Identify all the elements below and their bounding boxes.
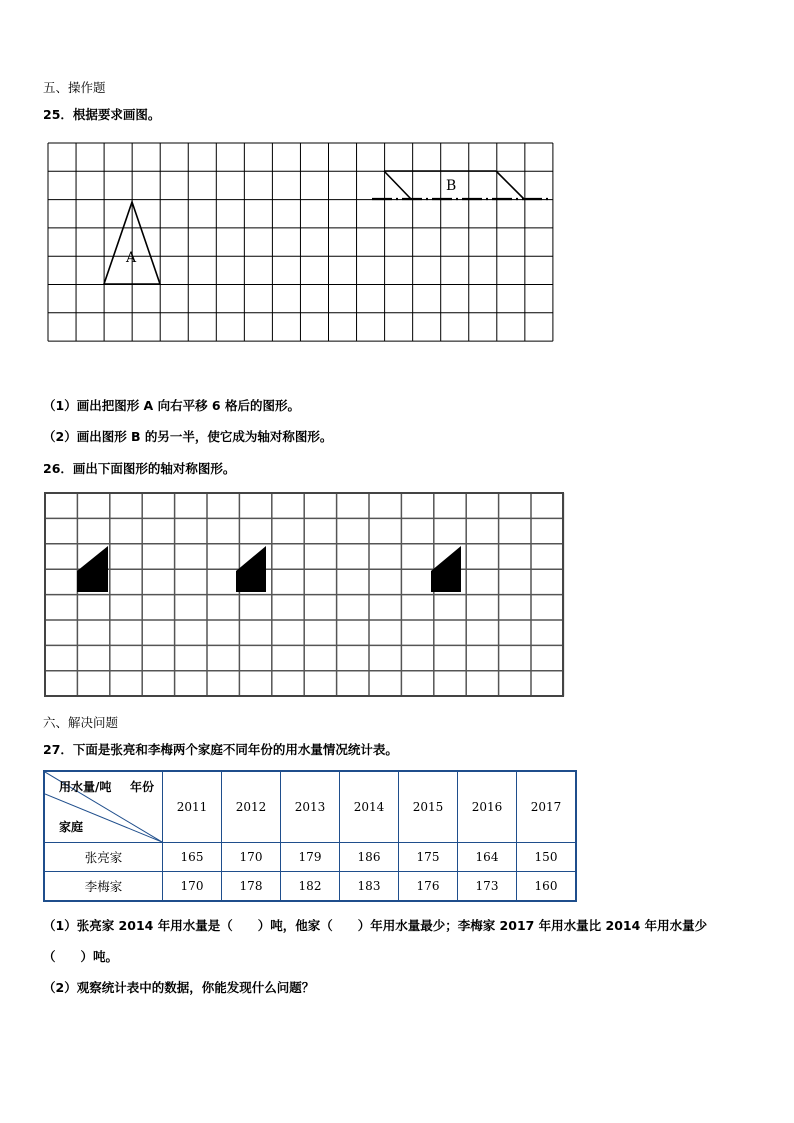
- table-cell: 182: [281, 872, 340, 902]
- section-5-heading: 五、操作题: [43, 80, 106, 95]
- corner-label-year: 年份: [130, 780, 155, 794]
- question-25-sub2: （2）画出图形 B 的另一半，使它成为轴对称图形。: [43, 429, 333, 444]
- question-26-title: 26．画出下面图形的轴对称图形。: [43, 461, 236, 476]
- table-cell: 150: [517, 843, 577, 872]
- question-25-sub1: （1）画出把图形 A 向右平移 6 格后的图形。: [43, 398, 300, 413]
- black-shape-3: [431, 546, 461, 592]
- section-6-heading: 六、解决问题: [43, 715, 119, 730]
- question-27-title: 27．下面是张亮和李梅两个家庭不同年份的用水量情况统计表。: [43, 742, 398, 757]
- corner-label-family: 家庭: [59, 820, 84, 834]
- year-header: 2016: [458, 771, 517, 843]
- triangle-a-label: A: [126, 250, 137, 266]
- family-name: 李梅家: [44, 872, 163, 902]
- table-cell: 164: [458, 843, 517, 872]
- black-shape-1: [77, 546, 108, 592]
- table-cell: 178: [222, 872, 281, 902]
- year-header: 2015: [399, 771, 458, 843]
- year-header: 2011: [163, 771, 222, 843]
- year-header: 2014: [340, 771, 399, 843]
- corner-label-usage: 用水量/吨: [59, 780, 112, 794]
- table-header-row: [44, 771, 576, 843]
- year-header: 2013: [281, 771, 340, 843]
- table-cell: 160: [517, 872, 577, 902]
- table-cell: 165: [163, 843, 222, 872]
- table-cell: 179: [281, 843, 340, 872]
- grid-q26: [44, 492, 568, 702]
- family-name: 张亮家: [44, 843, 163, 872]
- grid-q25: [40, 136, 560, 346]
- table-row: [44, 872, 576, 902]
- question-27-sub1-line2: （ ）吨。: [43, 949, 119, 964]
- table-cell: 175: [399, 843, 458, 872]
- table-corner-cell: [44, 771, 163, 843]
- year-header: 2012: [222, 771, 281, 843]
- table-cell: 186: [340, 843, 399, 872]
- table-cell: 183: [340, 872, 399, 902]
- shape-b-label: B: [446, 178, 457, 194]
- year-header: 2017: [517, 771, 577, 843]
- table-cell: 170: [163, 872, 222, 902]
- question-27-sub1-line1: （1）张亮家 2014 年用水量是（ ）吨，他家（ ）年用水量最少；李梅家 2017 年用水量比 2014 年用水量少: [43, 918, 708, 933]
- water-usage-table: [43, 770, 577, 902]
- table-row: [44, 843, 576, 872]
- table-cell: 173: [458, 872, 517, 902]
- table-cell: 176: [399, 872, 458, 902]
- question-27-sub2: （2）观察统计表中的数据，你能发现什么问题？: [43, 980, 315, 995]
- table-cell: 170: [222, 843, 281, 872]
- question-25-title: 25．根据要求画图。: [43, 107, 161, 122]
- black-shape-2: [236, 546, 266, 592]
